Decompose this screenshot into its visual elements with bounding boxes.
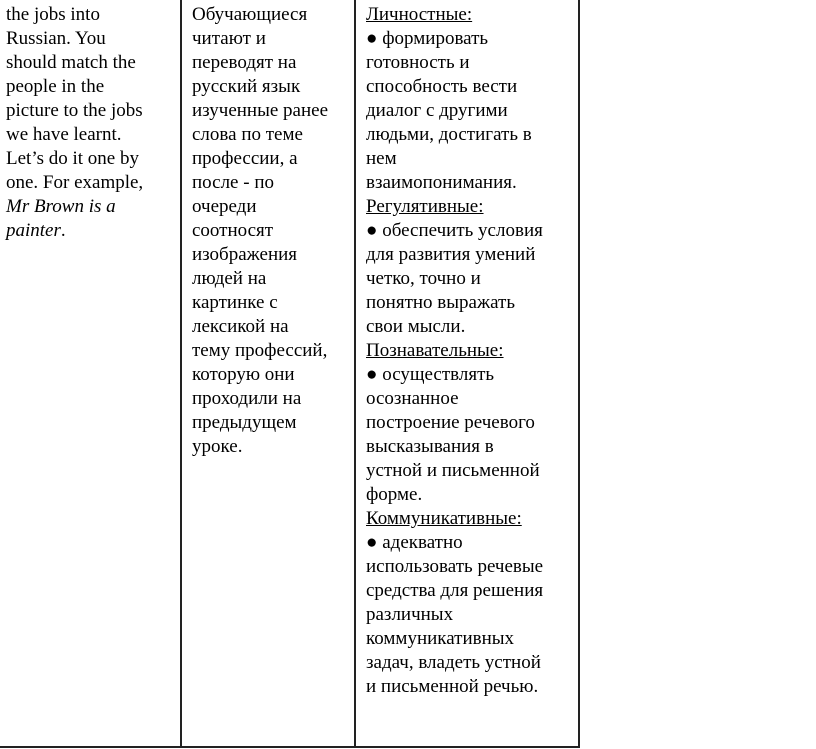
text-line: изображения (192, 244, 298, 265)
text-line: переводят на (192, 52, 297, 73)
text-line: которую они (192, 364, 295, 385)
text-line: использовать речевые (366, 556, 544, 577)
text-line: очереди (192, 196, 257, 217)
text-line: средства для решения (366, 580, 544, 601)
text-line: четко, точно и (366, 268, 481, 289)
text-line: we have learnt. (6, 124, 122, 145)
text-line: устной и письменной (366, 460, 540, 481)
text-line: картинке с (192, 292, 278, 313)
text-line: форме. (366, 484, 423, 505)
teacher-activity-cell (0, 0, 182, 748)
text-line: построение речевого (366, 412, 535, 433)
text-line: one. For example, (6, 172, 144, 193)
section-heading-cognitive: Познавательные: (366, 340, 504, 361)
text-line: читают и (192, 28, 266, 49)
text-line: людьми, достигать в (366, 124, 532, 145)
student-activity-cell (182, 0, 356, 748)
text-line: задач, владеть устной (366, 652, 541, 673)
example-line (6, 195, 176, 219)
text-line: предыдущем (192, 412, 297, 433)
example-italic: Mr Brown is a (6, 196, 116, 217)
text-line: the jobs into (6, 4, 100, 25)
text-line: соотносят (192, 220, 274, 241)
text-line: Russian. You (6, 28, 106, 49)
text-line: ● осуществлять (366, 364, 495, 385)
text-line: тему профессий, (192, 340, 328, 361)
text-line: высказывания в (366, 436, 494, 457)
example-line (6, 219, 176, 243)
text-line: различных (366, 604, 454, 625)
text-line: способность вести (366, 76, 518, 97)
table-bottom-border (0, 746, 580, 748)
text-line: и письменной речью. (366, 676, 539, 697)
text-line: понятно выражать (366, 292, 516, 313)
text-line: для развития умений (366, 244, 536, 265)
text-line: слова по теме (192, 124, 303, 145)
text-line: коммуникативных (366, 628, 515, 649)
text-line: should match the (6, 52, 136, 73)
text-line: людей на (192, 268, 267, 289)
section-heading-personal: Личностные: (366, 4, 473, 25)
text-line: взаимопонимания. (366, 172, 517, 193)
section-heading-regulatory: Регулятивные: (366, 196, 484, 217)
text-line: проходили на (192, 388, 302, 409)
text-line: профессии, а (192, 148, 298, 169)
text-line: ● адекватно (366, 532, 463, 553)
text-line: picture to the jobs (6, 100, 143, 121)
text-line: Let’s do it one by (6, 148, 139, 169)
example-period: . (60, 220, 66, 241)
text-line: диалог с другими (366, 100, 508, 121)
text-line: ● обеспечить условия (366, 220, 543, 241)
text-line: готовность и (366, 52, 470, 73)
text-line: русский язык (192, 76, 301, 97)
section-heading-communicative: Коммуникативные: (366, 508, 522, 529)
text-line: свои мысли. (366, 316, 466, 337)
text-line: лексикой на (192, 316, 289, 337)
text-line: people in the (6, 76, 105, 97)
learning-outcomes-cell (356, 0, 580, 748)
text-line: уроке. (192, 436, 243, 457)
text-line: осознанное (366, 388, 459, 409)
text-line: изученные ранее (192, 100, 329, 121)
example-italic: painter (6, 220, 61, 241)
text-line: ● формировать (366, 28, 489, 49)
text-line: нем (366, 148, 397, 169)
text-line: Обучающиеся (192, 4, 308, 25)
text-line: после - по (192, 172, 274, 193)
